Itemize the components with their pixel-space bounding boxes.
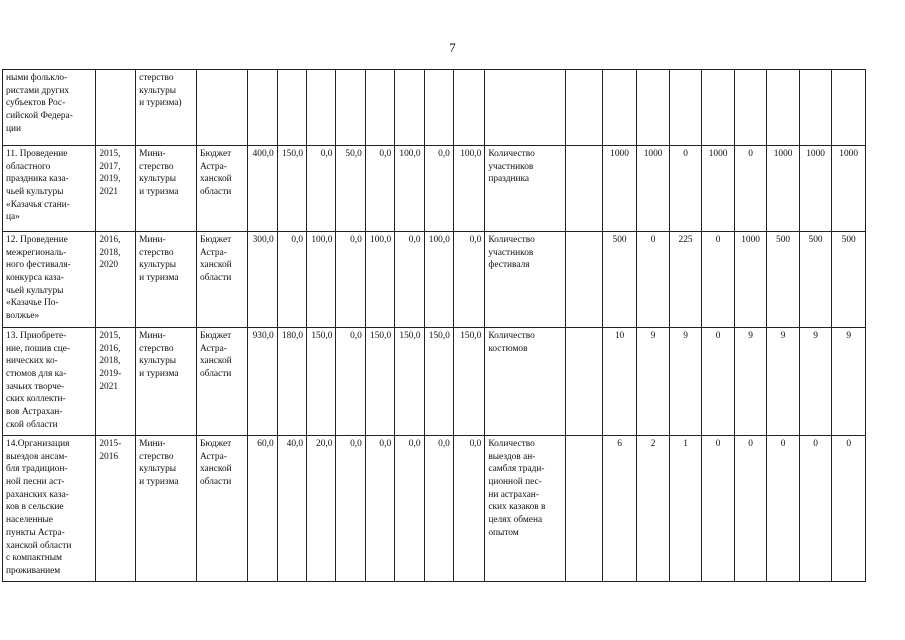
finance-cell: 100,0 — [424, 232, 453, 328]
finance-cell: 100,0 — [395, 146, 424, 232]
indicator-cell: Количество выездов ан- самбля тради- ционной пес- ни астрахан- ских казаков в целях обмена опытом — [485, 436, 566, 582]
executor-cell: Мини- стерство культуры и туризма — [136, 146, 197, 232]
finance-cell: 50,0 — [336, 146, 365, 232]
indicator-cell: Количество участников фестиваля — [485, 232, 566, 328]
activity-cell: ными фолькло- ристами других субъектов Рос- сийской Федера- ции — [3, 70, 96, 146]
indicator-value-cell: 0 — [799, 436, 832, 582]
executor-cell: Мини- стерство культуры и туризма — [136, 328, 197, 436]
source-cell: Бюджет Астра- ханской области — [196, 146, 247, 232]
indicator-value-cell: 9 — [767, 328, 800, 436]
activity-cell: 14.Организация выездов ансам- бля традицион- ной песни аст- раханских каза- ков в сельские населенные пункты Астра- ханской области с компактным проживанием — [3, 436, 96, 582]
indicator-value-cell: 9 — [799, 328, 832, 436]
finance-cell: 60,0 — [248, 436, 277, 582]
finance-cell: 0,0 — [365, 436, 394, 582]
program-activities-table — [2, 69, 866, 582]
finance-cell: 300,0 — [248, 232, 277, 328]
finance-cell: 180,0 — [277, 328, 306, 436]
period-cell: 2015- 2016 — [96, 436, 136, 582]
finance-cell: 0,0 — [336, 436, 365, 582]
executor-cell: Мини- стерство культуры и туризма — [136, 232, 197, 328]
activity-cell: 11. Проведение областного праздника каза- чьей культуры «Казачья стани- ца» — [3, 146, 96, 232]
finance-cell: 150,0 — [395, 328, 424, 436]
indicator-value-cell: 9 — [669, 328, 702, 436]
indicator-value-cell: 1000 — [637, 146, 670, 232]
executor-cell: Мини- стерство культуры и туризма — [136, 436, 197, 582]
finance-cell: 0,0 — [453, 436, 484, 582]
indicator-value-cell: 1 — [669, 436, 702, 582]
finance-cell: 0,0 — [424, 146, 453, 232]
indicator-value-cell: 0 — [702, 436, 735, 582]
finance-cell: 0,0 — [395, 436, 424, 582]
finance-cell: 0,0 — [307, 146, 336, 232]
finance-cell: 0,0 — [395, 232, 424, 328]
executor-cell: стерство культуры и туризма) — [136, 70, 197, 146]
indicator-cell: Количество участников праздника — [485, 146, 566, 232]
period-cell: 2016, 2018, 2020 — [96, 232, 136, 328]
indicator-value-cell: 0 — [702, 328, 735, 436]
indicator-value-cell: 1000 — [734, 232, 767, 328]
finance-cell: 0,0 — [424, 436, 453, 582]
indicator-value-cell: 0 — [734, 146, 767, 232]
indicator-value-cell: 0 — [637, 232, 670, 328]
source-cell: Бюджет Астра- ханской области — [196, 328, 247, 436]
indicator-value-cell: 6 — [602, 436, 637, 582]
indicator-value-cell: 500 — [602, 232, 637, 328]
finance-cell: 150,0 — [307, 328, 336, 436]
finance-cell: 150,0 — [277, 146, 306, 232]
indicator-value-cell: 2 — [637, 436, 670, 582]
finance-cell: 400,0 — [248, 146, 277, 232]
indicator-value-cell: 1000 — [799, 146, 832, 232]
indicator-value-cell: 10 — [602, 328, 637, 436]
finance-cell: 100,0 — [365, 232, 394, 328]
indicator-value-cell: 1000 — [702, 146, 735, 232]
indicator-value-cell: 9 — [637, 328, 670, 436]
finance-cell: 0,0 — [453, 232, 484, 328]
finance-cell: 20,0 — [307, 436, 336, 582]
indicator-value-cell: 500 — [832, 232, 866, 328]
finance-cell: 150,0 — [453, 328, 484, 436]
indicator-value-cell: 0 — [702, 232, 735, 328]
table-row — [3, 232, 866, 328]
indicator-value-cell: 0 — [734, 436, 767, 582]
source-cell: Бюджет Астра- ханской области — [196, 436, 247, 582]
indicator-cell — [485, 70, 566, 146]
activity-cell: 13. Приобрете- ние, пошив сце- нических ко- стюмов для ка- зачьих творче- ских коллекти- вов Астрахан- ской области — [3, 328, 96, 436]
source-cell — [196, 70, 247, 146]
indicator-value-cell: 0 — [832, 436, 866, 582]
finance-cell: 150,0 — [424, 328, 453, 436]
source-cell: Бюджет Астра- ханской области — [196, 232, 247, 328]
table-row — [3, 436, 866, 582]
period-cell — [96, 70, 136, 146]
finance-cell: 930,0 — [248, 328, 277, 436]
table-row — [3, 146, 866, 232]
indicator-value-cell: 9 — [734, 328, 767, 436]
finance-cell: 0,0 — [365, 146, 394, 232]
indicator-value-cell: 0 — [767, 436, 800, 582]
indicator-value-cell: 225 — [669, 232, 702, 328]
period-cell: 2015, 2017, 2019, 2021 — [96, 146, 136, 232]
finance-cell: 40,0 — [277, 436, 306, 582]
indicator-value-cell: 1000 — [602, 146, 637, 232]
activity-cell: 12. Проведение межрегиональ- ного фестиваля- конкурса каза- чьей культуры «Казачье По- волжье» — [3, 232, 96, 328]
indicator-cell: Количество костюмов — [485, 328, 566, 436]
period-cell: 2015, 2016, 2018, 2019- 2021 — [96, 328, 136, 436]
indicator-value-cell: 1000 — [767, 146, 800, 232]
indicator-value-cell: 1000 — [832, 146, 866, 232]
indicator-value-cell: 9 — [832, 328, 866, 436]
indicator-value-cell: 500 — [799, 232, 832, 328]
page-number: 7 — [449, 40, 456, 55]
table-row — [3, 328, 866, 436]
finance-cell: 0,0 — [336, 328, 365, 436]
finance-cell: 0,0 — [277, 232, 306, 328]
indicator-value-cell: 0 — [669, 146, 702, 232]
finance-cell: 100,0 — [307, 232, 336, 328]
continuation-row — [3, 70, 866, 146]
finance-cell: 150,0 — [365, 328, 394, 436]
indicator-value-cell: 500 — [767, 232, 800, 328]
finance-cell: 100,0 — [453, 146, 484, 232]
finance-cell: 0,0 — [336, 232, 365, 328]
